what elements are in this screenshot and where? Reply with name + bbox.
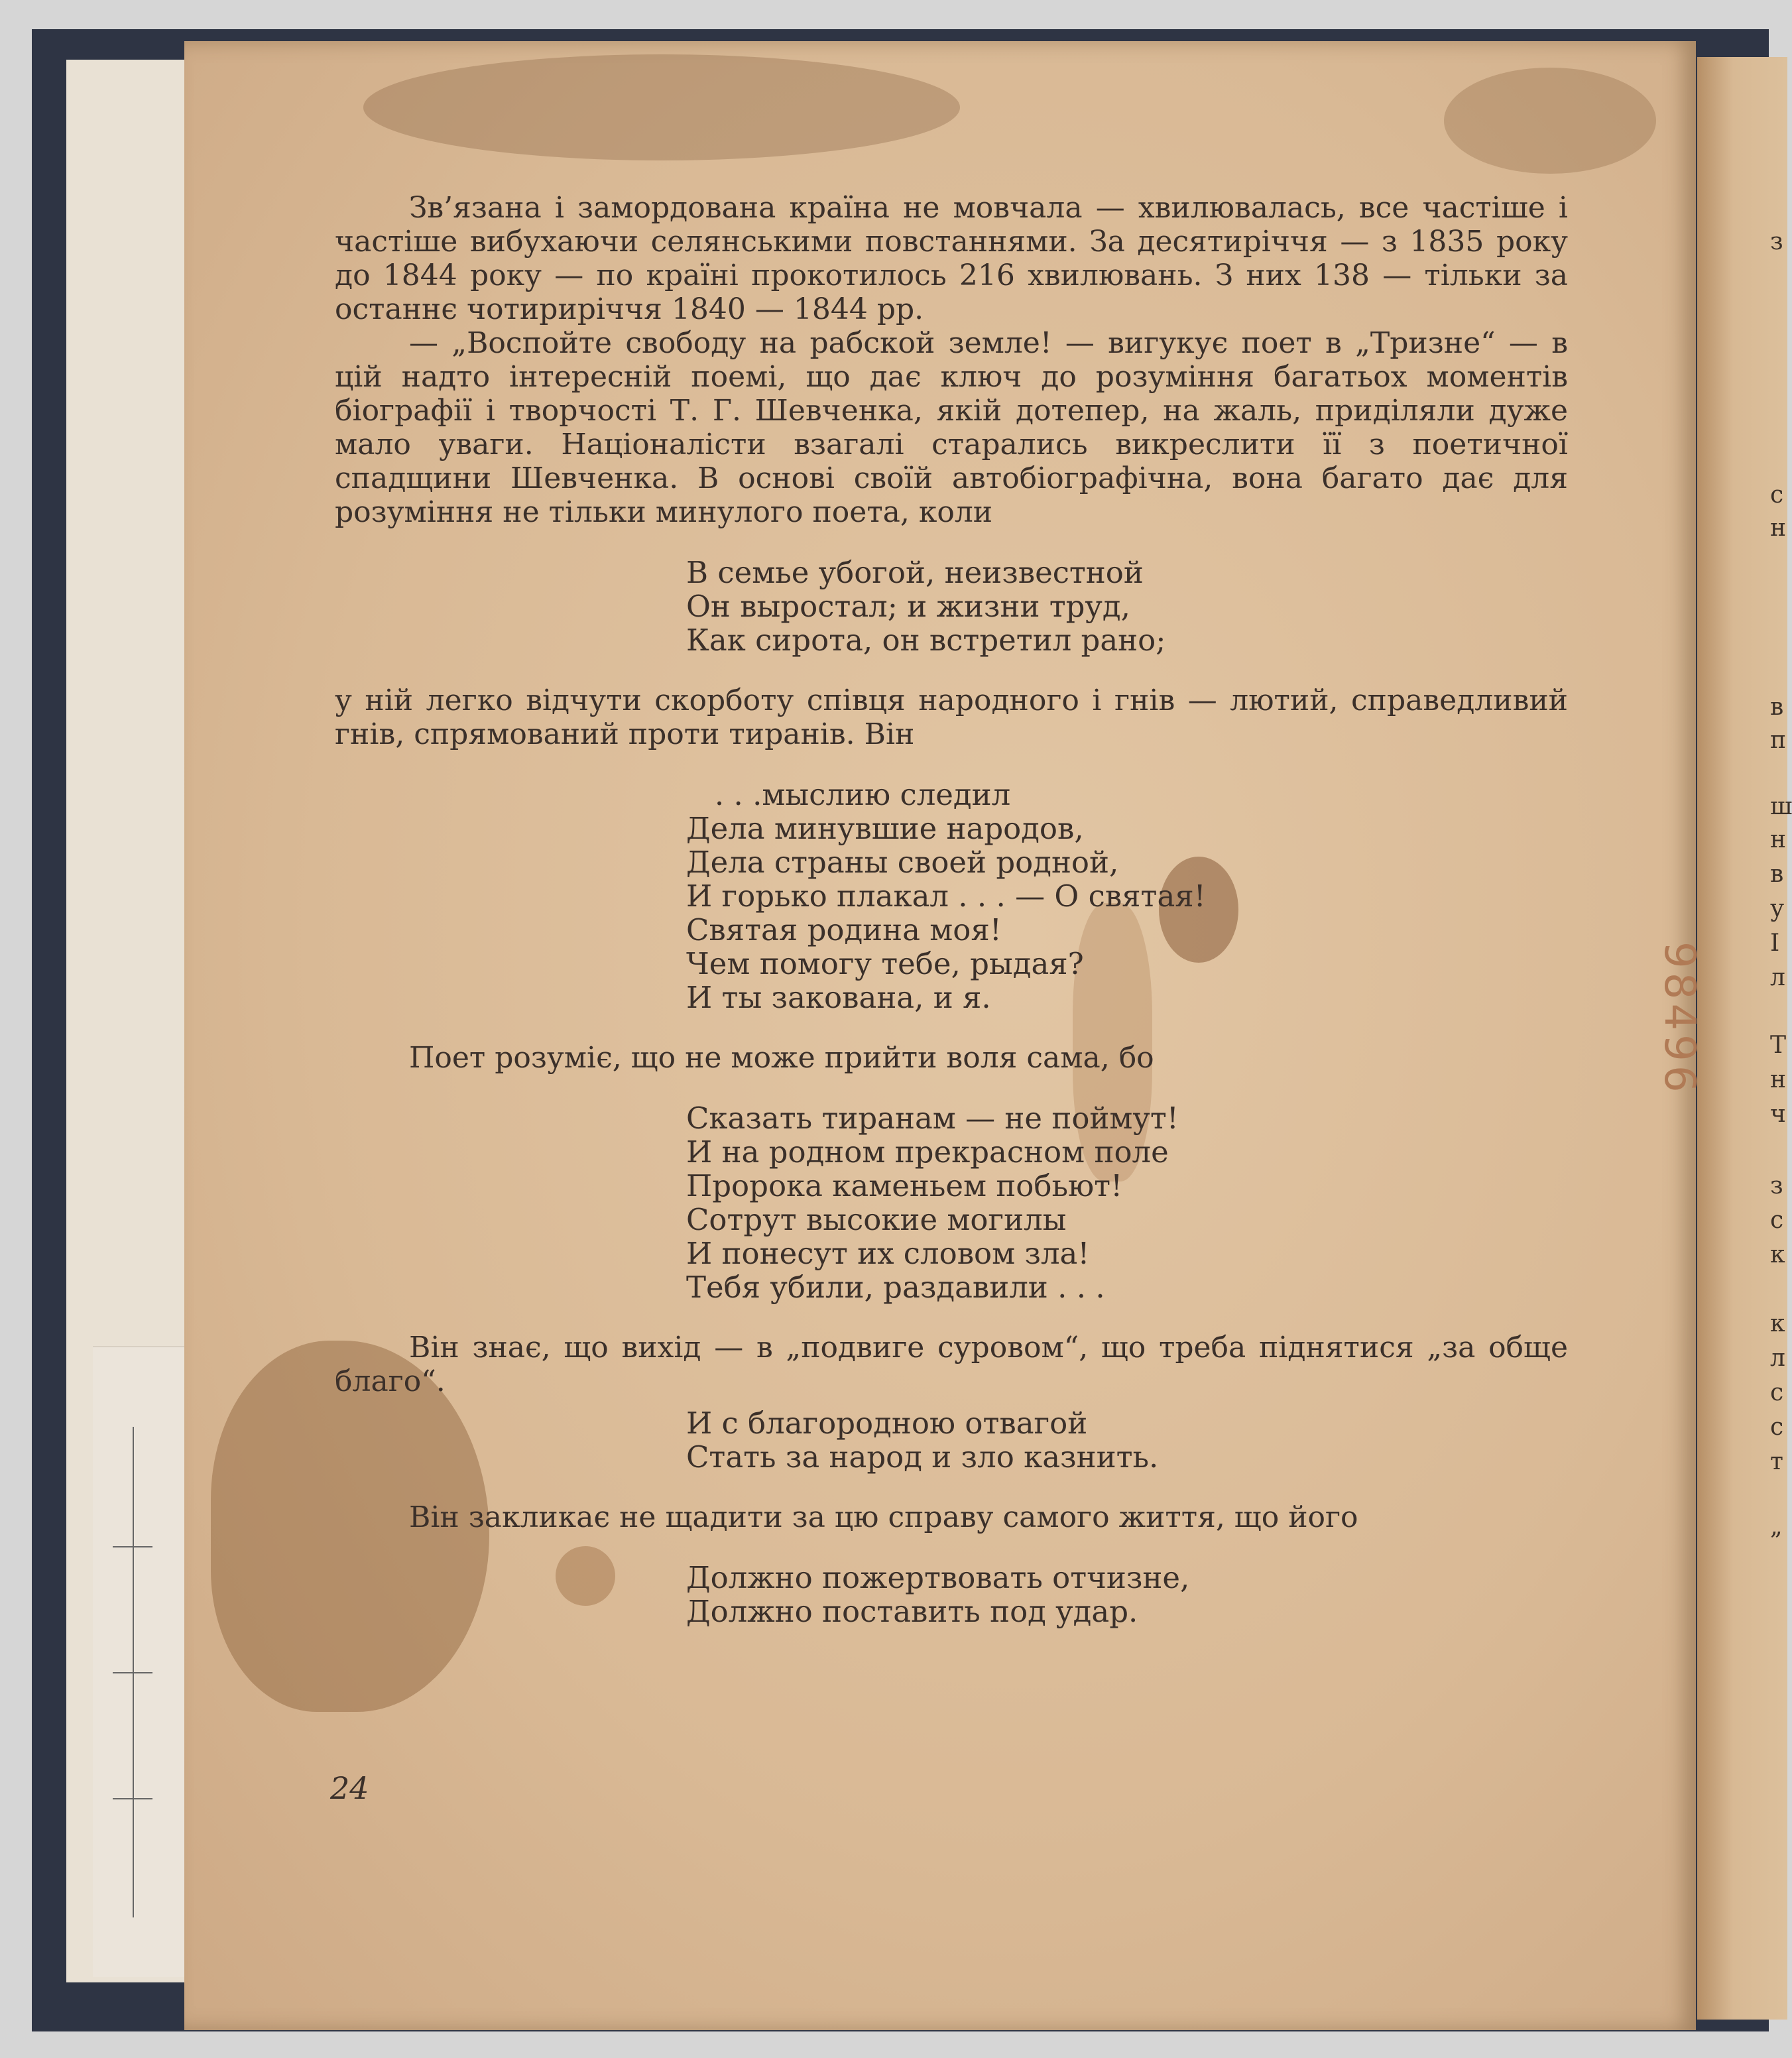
verse-line: . . .мыслию следил: [686, 777, 1011, 812]
facing-page-letter: т: [1770, 1448, 1783, 1475]
verse-line: И понесут их словом зла!: [686, 1236, 1090, 1271]
facing-page-letter: в: [1770, 694, 1784, 721]
facing-page-letter: з: [1770, 228, 1783, 255]
facing-page-letter: с: [1770, 1379, 1784, 1406]
verse-line: И с благородною отвагой: [686, 1406, 1088, 1441]
paragraph: у ній легко відчути скорботу співця народного і гнів — лютий, справедливий гнів, спрямований проти тиранів. Він: [335, 684, 1568, 751]
facing-page-letter: п: [1770, 727, 1786, 754]
slip-tick: [113, 1672, 152, 1673]
facing-page-letter: в: [1770, 861, 1784, 888]
facing-page-letter: н: [1770, 514, 1786, 542]
water-stain: [363, 54, 960, 160]
slip-tick: [113, 1546, 152, 1547]
facing-page-letter: н: [1770, 1066, 1786, 1093]
library-slip: [93, 1346, 192, 1977]
facing-page-letter: с: [1770, 1207, 1784, 1234]
verse-block: [686, 556, 1568, 657]
paragraph: — „Воспойте свободу на рабской земле! — вигукує поет в „Тризне“ — в цій надто інтересній поемі, що дає ключ до розуміння багатьох моментів біографії і творчості Т. Г. Шевченка, якій дотепер, на жаль, приділяли дуже мало уваги. Націоналісти взагалі старались викреслити її з поетичної спадщини Шевченка. В основі своїй автобіографічна, вона багато дає для розуміння не тільки минулого поета, коли: [335, 326, 1568, 529]
verse-line: Сотрут высокие могилы: [686, 1202, 1067, 1237]
verse-line: Он выростал; и жизни труд,: [686, 589, 1130, 624]
verse-line: Пророка каменьем побьют!: [686, 1168, 1123, 1203]
page-number: 24: [330, 1770, 369, 1806]
facing-page-letter: н: [1770, 826, 1786, 853]
facing-page-letter: „: [1770, 1513, 1783, 1540]
verse-block: [686, 1561, 1568, 1628]
verse-line: И ты закована, и я.: [686, 980, 991, 1015]
facing-page-letter: з: [1770, 1172, 1783, 1199]
verse-line: Как сирота, он встретил рано;: [686, 623, 1166, 658]
verse-line: Должно пожертвовать отчизне,: [686, 1560, 1190, 1595]
verse-line: В семье убогой, неизвестной: [686, 555, 1144, 590]
verse-line: Дела страны своей родной,: [686, 845, 1119, 880]
verse-block: [686, 1101, 1568, 1304]
water-stain: [1444, 68, 1656, 174]
verse-line: Дела минувшие народов,: [686, 811, 1084, 846]
paragraph: Зв’язана і замордована країна не мовчала — хвилювалась, все частіше і частіше вибухаючи селянськими повстаннями. За десятиріччя — з 1835 року до 1844 року — по країні прокотилось 216 хвилювань. З них 138 — тільки за останнє чотириріччя 1840 — 1844 рр.: [335, 191, 1568, 326]
page-text: [335, 191, 1568, 1655]
verse-block: [686, 1406, 1568, 1474]
verse-block: [686, 778, 1568, 1014]
paragraph: Він знає, що вихід — в „подвиге суровом“, що треба піднятися „за обще благо“.: [335, 1331, 1568, 1398]
facing-page-letter: ч: [1770, 1101, 1786, 1128]
verse-line: Святая родина моя!: [686, 912, 1002, 947]
verse-line: Стать за народ и зло казнить.: [686, 1439, 1159, 1475]
facing-page-letter: Т: [1770, 1032, 1787, 1059]
facing-page-edge: [1697, 57, 1792, 2020]
verse-line: Должно поставить под удар.: [686, 1594, 1138, 1629]
verse-line: Тебя убили, раздавили . . .: [686, 1270, 1105, 1305]
paragraph: Він закликає не щадити за цю справу самого життя, що його: [409, 1500, 1358, 1534]
verse-line: И горько плакал . . . — О святая!: [686, 878, 1206, 914]
facing-page-letter: І: [1770, 930, 1780, 957]
facing-page-letter: к: [1770, 1241, 1785, 1268]
facing-page-letter: с: [1770, 481, 1784, 509]
verse-line: Сказать тиранам — не поймут!: [686, 1101, 1179, 1136]
verse-line: И на родном прекрасном поле: [686, 1134, 1169, 1170]
paragraph: Поет розуміє, що не може прийти воля сама, бо: [409, 1041, 1154, 1075]
facing-page-letter: ш: [1770, 793, 1792, 820]
facing-page-letter: л: [1770, 964, 1785, 991]
facing-page-letter: л: [1770, 1345, 1785, 1372]
facing-page-letter: к: [1770, 1310, 1785, 1337]
slip-tick: [113, 1798, 152, 1799]
facing-page-letter: у: [1770, 895, 1785, 922]
verse-line: Чем помогу тебе, рыдая?: [686, 946, 1084, 981]
pencil-inventory-note: 98496: [1655, 941, 1704, 1097]
facing-page-letter: с: [1770, 1414, 1784, 1441]
